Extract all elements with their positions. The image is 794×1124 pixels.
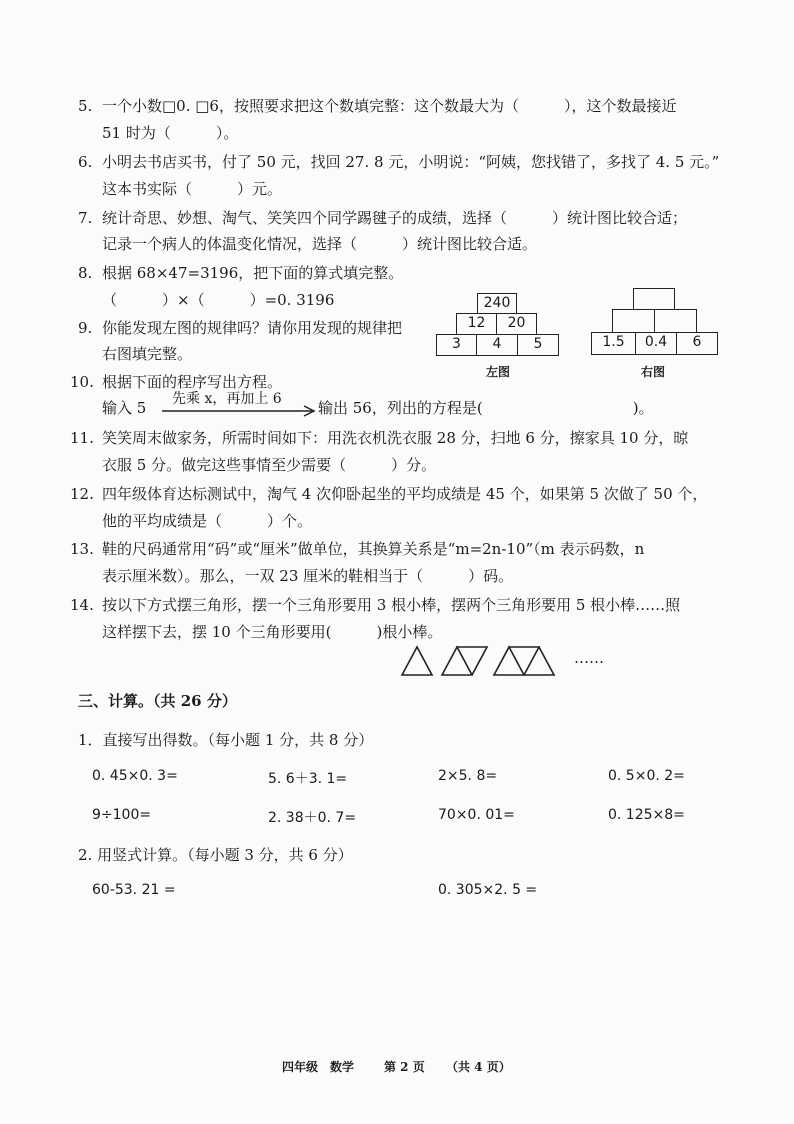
q14-number: 14. xyxy=(70,596,94,614)
q7-text-line1: 统计奇思、妙想、淘气、笑笑四个同学踢毽子的成绩，选择（ ）统计图比较合适； xyxy=(102,209,688,227)
q5-text-line1: 一个小数□0. □6，按照要求把这个数填完整：这个数最大为（ ），这个数最接近 xyxy=(102,97,677,115)
left-pyramid-bottom-cell: 4 xyxy=(476,334,518,356)
one-triangle-icon xyxy=(402,647,432,675)
calc-item: 2×5. 8= xyxy=(438,768,498,784)
q13-number: 13. xyxy=(70,540,94,558)
q6-number: 6. xyxy=(78,153,93,171)
q9-number: 9. xyxy=(78,319,93,337)
q10-output-text: 输出 56，列出的方程是( )。 xyxy=(318,399,654,417)
q14-text-line2: 这样摆下去，摆 10 个三角形要用( )根小棒。 xyxy=(102,623,443,641)
q10-number: 10. xyxy=(70,373,94,391)
q11-text-line1: 笑笑周末做家务，所需时间如下：用洗衣机洗衣服 28 分，扫地 6 分，擦家具 10 分，晾 xyxy=(102,429,689,447)
left-pyramid-caption: 左图 xyxy=(486,365,511,379)
footer-subject: 数学 xyxy=(330,1060,355,1074)
right-pyramid-bottom-cell: 6 xyxy=(676,332,718,355)
q5-text-line2: 51 时为（ ）。 xyxy=(102,124,239,142)
calc-item: 2. 38＋0. 7= xyxy=(268,810,357,826)
q11-text-line2: 衣服 5 分。做完这些事情至少需要（ ）分。 xyxy=(102,456,437,474)
footer-page-number: 第 2 页 xyxy=(384,1060,425,1074)
left-pyramid-top-cell: 240 xyxy=(477,293,517,314)
q7-text-line2: 记录一个病人的体温变化情况，选择（ ）统计图比较合适。 xyxy=(102,235,538,253)
calc-item: 0. 45×0. 3= xyxy=(92,768,178,784)
calc-item: 0. 5×0. 2= xyxy=(608,768,685,784)
q10-input-label: 输入 5 xyxy=(102,399,147,417)
right-pyramid-bottom-cell: 1.5 xyxy=(591,332,636,355)
calc-item: 5. 6＋3. 1= xyxy=(268,771,348,787)
q11-number: 11. xyxy=(70,429,94,447)
q6-text-line1: 小明去书店买书，付了 50 元，找回 27. 8 元，小明说：“阿姨，您找错了，多找了 4. 5 元。” xyxy=(102,153,720,171)
right-pyramid-bottom-cell: 0.4 xyxy=(635,332,677,355)
q13-text-line1: 鞋的尺码通常用“码”或“厘米”做单位，其换算关系是“m=2n-10”（m 表示码数，n xyxy=(102,540,645,558)
q5-number: 5. xyxy=(78,97,93,115)
q14-text-line1: 按以下方式摆三角形，摆一个三角形要用 3 根小棒，摆两个三角形要用 5 根小棒……照 xyxy=(102,596,681,614)
vertical-calc-item: 60-53. 21 = xyxy=(92,882,176,898)
q10-arrow-label: 先乘 x，再加上 6 xyxy=(172,391,282,407)
q10-text-line1: 根据下面的程序写出方程。 xyxy=(102,373,283,391)
q12-number: 12. xyxy=(70,485,94,503)
triangle-sticks-figure xyxy=(398,643,568,679)
right-pyramid-middle-cell xyxy=(612,309,655,333)
right-pyramid-top-cell xyxy=(633,288,675,310)
right-arrow-icon xyxy=(160,404,320,418)
vertical-calc-item: 0. 305×2. 5 = xyxy=(438,882,538,898)
calc-item: 0. 125×8= xyxy=(608,807,685,823)
left-pyramid-middle-cell: 12 xyxy=(456,313,497,335)
q7-number: 7. xyxy=(78,209,93,227)
right-pyramid-caption: 右图 xyxy=(641,365,666,379)
right-pyramid-middle-cell xyxy=(654,309,697,333)
two-triangles-icon xyxy=(442,647,487,675)
q12-text-line1: 四年级体育达标测试中，淘气 4 次仰卧起坐的平均成绩是 45 个，如果第 5 次做了 50 个， xyxy=(102,485,708,503)
calc-item: 70×0. 01= xyxy=(438,807,515,823)
section3-part2-title: 2. 用竖式计算。（每小题 3 分，共 6 分） xyxy=(78,846,353,864)
footer-total-pages: （共 4 页） xyxy=(446,1060,511,1074)
triangle-ellipsis: …… xyxy=(574,649,604,667)
footer-grade: 四年级 xyxy=(282,1060,319,1074)
q9-text-line2: 右图填完整。 xyxy=(102,345,193,363)
q12-text-line2: 他的平均成绩是（ ）个。 xyxy=(102,512,313,530)
section3-title: 三、计算。（共 26 分） xyxy=(78,692,237,710)
q8-text-line2: （ ）×（ ）=0. 3196 xyxy=(102,291,335,309)
q9-text-line1: 你能发现左图的规律吗？请你用发现的规律把 xyxy=(102,319,403,337)
left-pyramid-middle-cell: 20 xyxy=(496,313,537,335)
left-pyramid-bottom-cell: 5 xyxy=(517,334,559,356)
left-pyramid-bottom-cell: 3 xyxy=(436,334,477,356)
q8-text-line1: 根据 68×47=3196，把下面的算式填完整。 xyxy=(102,264,404,282)
q8-number: 8. xyxy=(78,264,93,282)
calc-item: 9÷100= xyxy=(92,807,152,823)
q13-text-line2: 表示厘米数）。那么，一双 23 厘米的鞋相当于（ ）码。 xyxy=(102,567,514,585)
three-triangles-icon xyxy=(494,647,554,675)
q6-text-line2: 这本书实际（ ）元。 xyxy=(102,180,283,198)
section3-part1-title: 1．直接写出得数。（每小题 1 分，共 8 分） xyxy=(78,731,374,749)
